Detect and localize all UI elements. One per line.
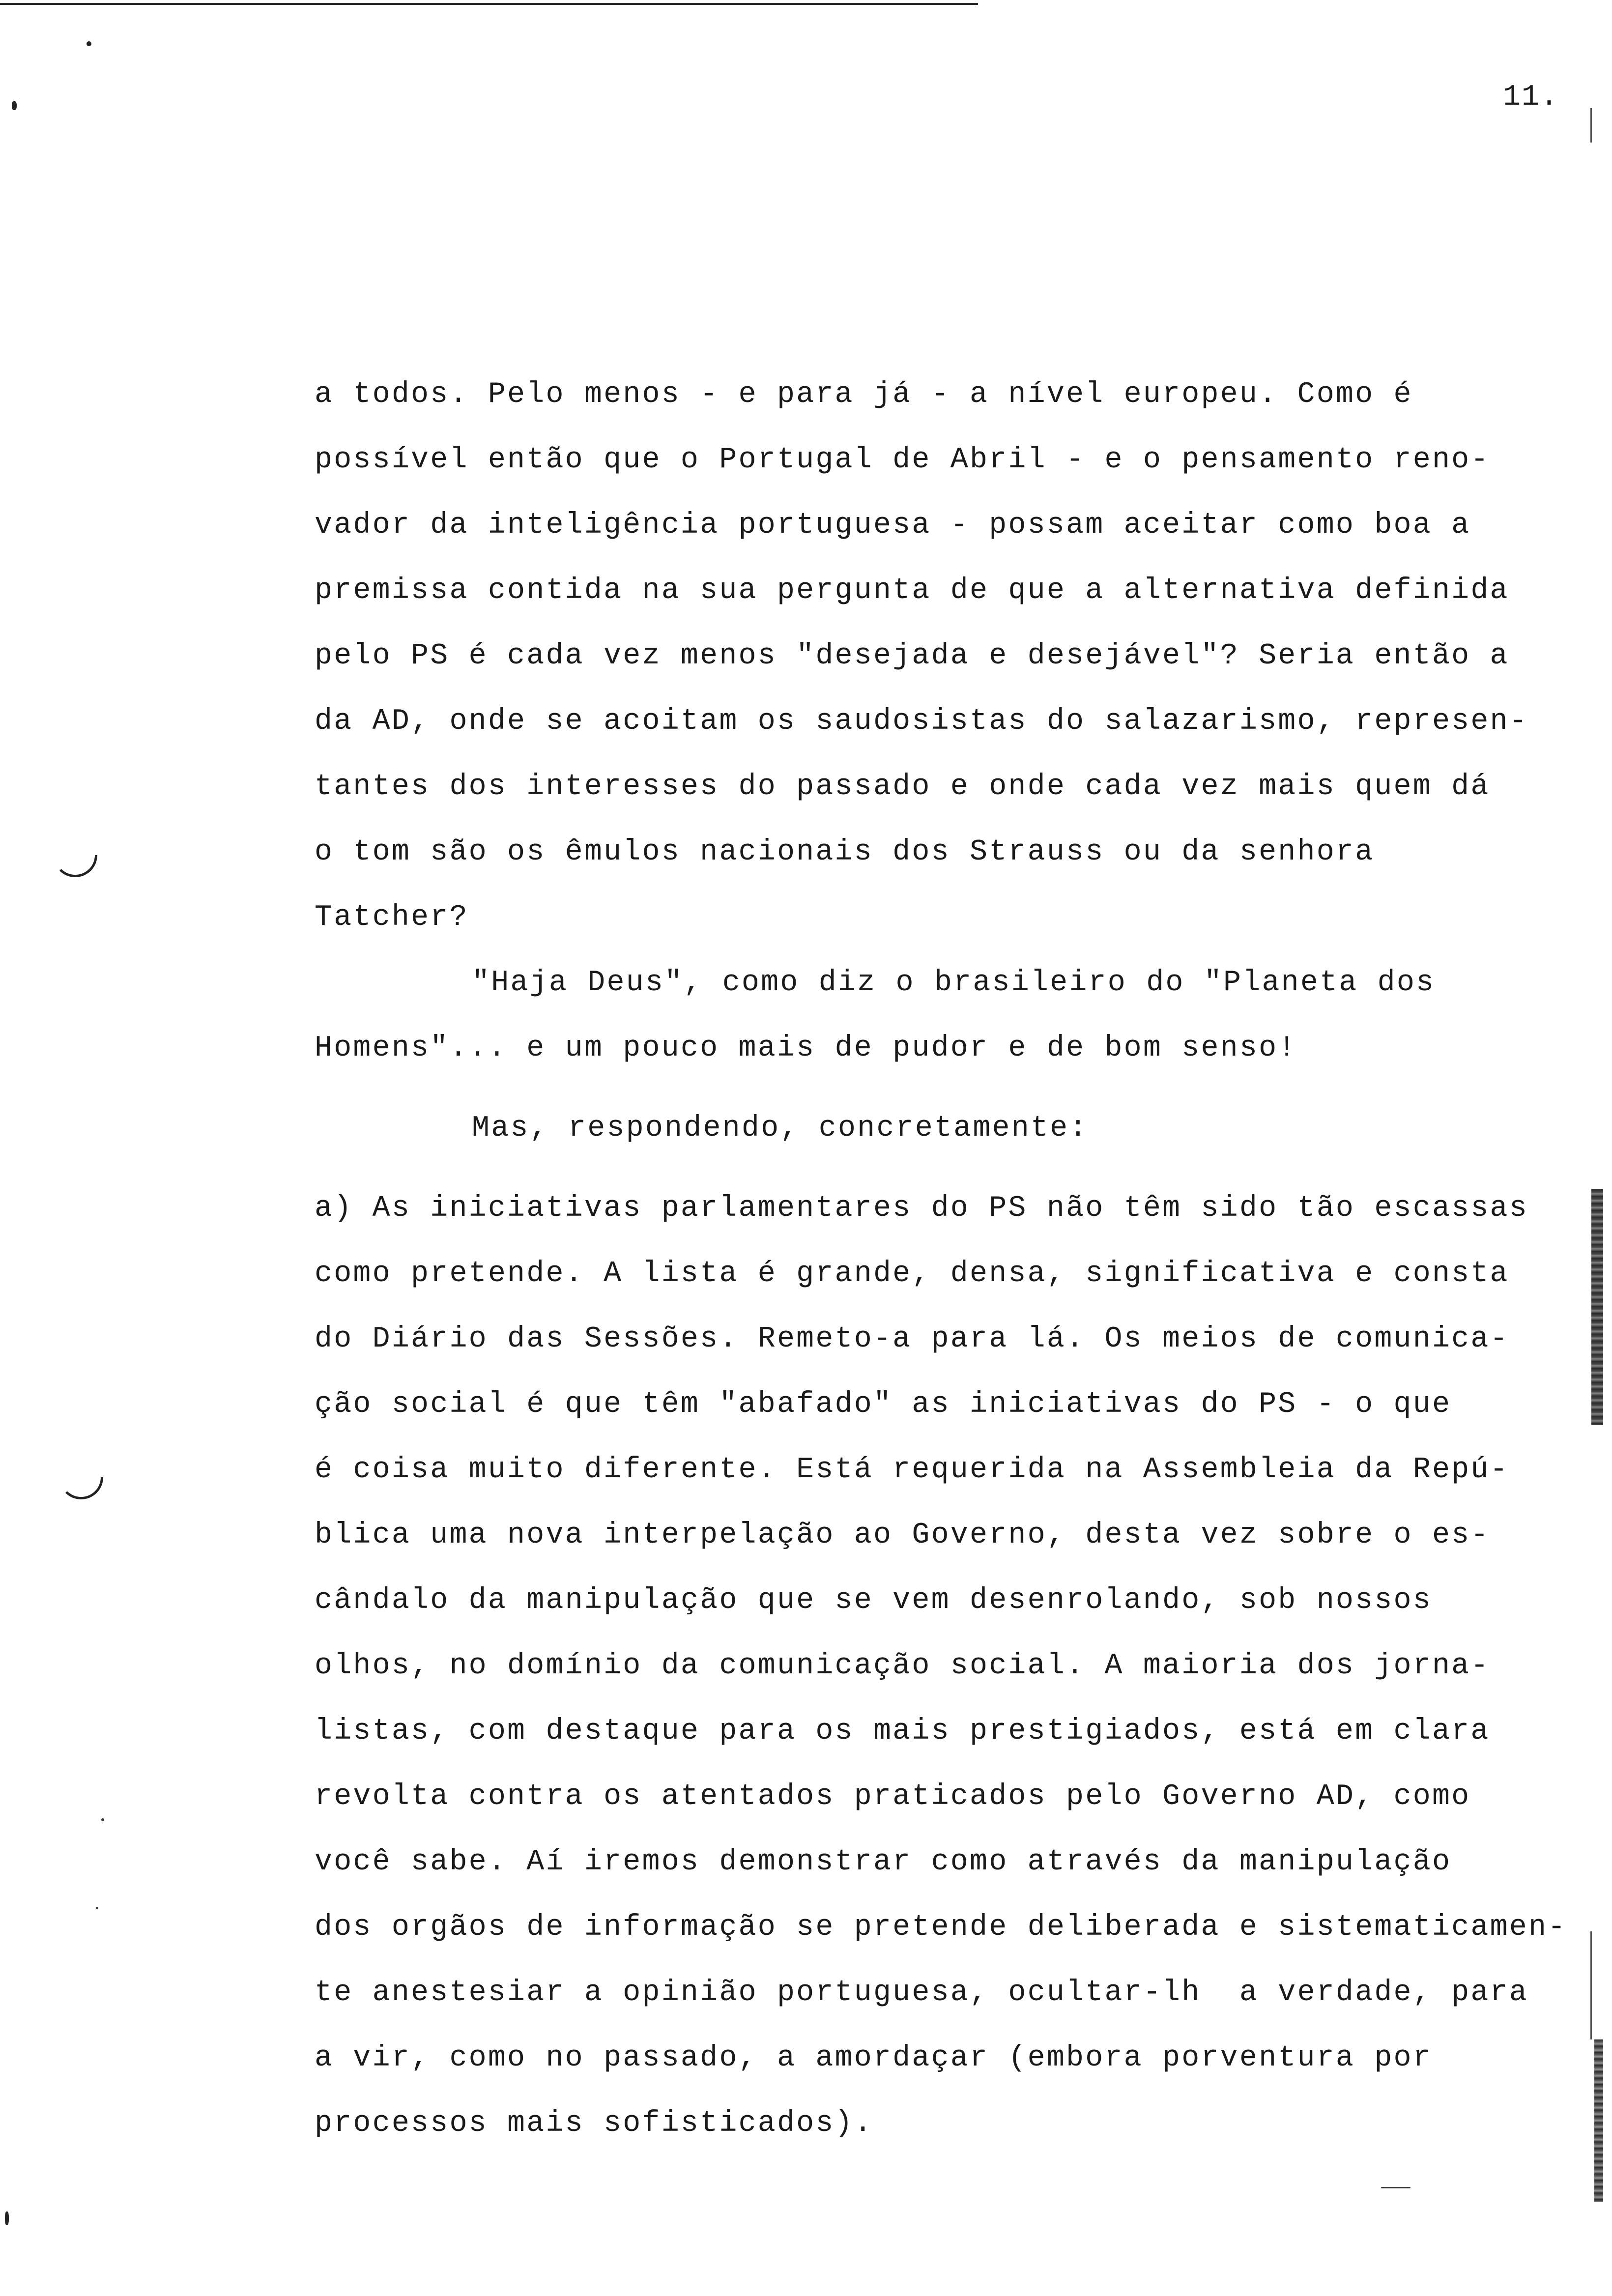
- text-line: dos orgãos de informação se pretende deliberada e sistematicamen-: [315, 1911, 1567, 1944]
- text-line: olhos, no domínio da comunicação social. A maioria dos jorna-: [315, 1649, 1490, 1683]
- text-line: revolta contra os atentados praticados pelo Governo AD, como: [315, 1780, 1471, 1813]
- scan-speck-mark: [86, 41, 91, 46]
- text-line: Mas, respondendo, concretamente:: [472, 1112, 1089, 1145]
- page-number: 11.: [1503, 81, 1559, 114]
- text-line: blica uma nova interpelação ao Governo, desta vez sobre o es-: [315, 1519, 1490, 1552]
- scan-edge-shadow: [1591, 1189, 1603, 1425]
- text-line: processos mais sofisticados).: [315, 2107, 873, 2140]
- text-line: o tom são os êmulos nacionais dos Strauss ou da senhora: [315, 835, 1375, 869]
- text-line: te anestesiar a opinião portuguesa, ocultar-lh a verdade, para: [315, 1976, 1528, 2009]
- text-line: cândalo da manipulação que se vem desenrolando, sob nossos: [315, 1584, 1432, 1617]
- text-line: ção social é que têm "abafado" as iniciativas do PS - o que: [315, 1388, 1452, 1421]
- text-line: a vir, como no passado, a amordaçar (embora porventura por: [315, 2041, 1432, 2075]
- text-line: a todos. Pelo menos - e para já - a nível europeu. Como é: [315, 378, 1413, 411]
- scan-punch-hole-mark: [59, 1477, 103, 1499]
- text-line: tantes dos interesses do passado e onde cada vez mais quem dá: [315, 770, 1490, 804]
- text-line: listas, com destaque para os mais prestigiados, está em clara: [315, 1715, 1490, 1748]
- text-line: "Haja Deus", como diz o brasileiro do "Planeta dos: [472, 966, 1436, 1000]
- text-line: pelo PS é cada vez menos "desejada e desejável"? Seria então a: [315, 639, 1509, 673]
- text-line: do Diário das Sessões. Remeto-a para lá. Os meios de comunica-: [315, 1322, 1509, 1356]
- scan-speck-mark: [101, 1818, 104, 1821]
- text-line: vador da inteligência portuguesa - possam aceitar como boa a: [315, 509, 1471, 542]
- scan-punch-hole-mark: [53, 855, 97, 877]
- scan-edge-tick: [1590, 108, 1592, 143]
- text-line: a) As iniciativas parlamentares do PS não têm sido tão escassas: [315, 1192, 1528, 1225]
- scan-speck-mark: [1381, 2187, 1410, 2188]
- scan-speck-mark: [96, 1907, 98, 1909]
- text-line: é coisa muito diferente. Está requerida na Assembleia da Repú-: [315, 1453, 1509, 1487]
- text-line: premissa contida na sua pergunta de que a alternativa definida: [315, 574, 1509, 607]
- scan-speck-mark: [5, 2211, 9, 2225]
- scan-edge-tick: [1590, 1931, 1592, 2039]
- scan-top-rule: [0, 3, 978, 5]
- text-line: como pretende. A lista é grande, densa, significativa e consta: [315, 1257, 1509, 1291]
- scan-speck-mark: [12, 101, 17, 110]
- text-line: você sabe. Aí iremos demonstrar como através da manipulação: [315, 1845, 1452, 1879]
- letter-body: [315, 377, 1573, 2172]
- text-line: Tatcher?: [315, 901, 469, 934]
- scan-edge-shadow: [1594, 2039, 1603, 2202]
- text-line: Homens"... e um pouco mais de pudor e de bom senso!: [315, 1032, 1297, 1065]
- text-line: da AD, onde se acoitam os saudosistas do salazarismo, represen-: [315, 705, 1528, 738]
- text-line: possível então que o Portugal de Abril - e o pensamento reno-: [315, 443, 1490, 477]
